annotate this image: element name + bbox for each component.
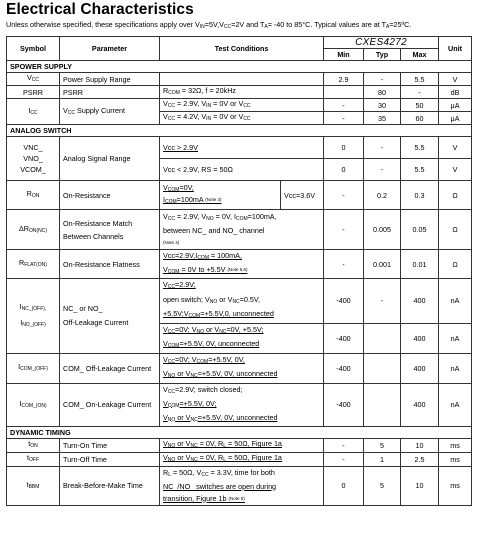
unit-cell: nA — [439, 383, 472, 426]
table-row — [7, 466, 472, 505]
table-row — [7, 181, 472, 210]
max-cell: 10 — [401, 466, 439, 505]
typ-cell — [364, 353, 401, 383]
test-cell: $V_{CC}=0V$; $V_{NO}$ or $V_{NC}=0V$, +5.5V; $V_{COM}=+5.5V$, 0V, unconnected — [160, 323, 324, 353]
min-cell — [324, 86, 364, 99]
max-cell: 2.5 — [401, 452, 439, 466]
max-cell: 400 — [401, 383, 439, 426]
max-cell: 0.3 — [401, 181, 439, 210]
typ-cell — [364, 323, 401, 353]
unit-cell: Ω — [439, 181, 472, 210]
min-cell: - — [324, 210, 364, 250]
min-cell: -400 — [324, 383, 364, 426]
typ-cell: 80 — [364, 86, 401, 99]
max-cell: 5.5 — [401, 137, 439, 159]
test-cell: $V_{NO}$ or $V_{NC} = 0V$, $R_L = 50\Omega$, Figure 1a — [160, 438, 324, 452]
section-power — [7, 61, 472, 73]
parameter-cell: On-Resistance Match Between Channels — [60, 210, 160, 250]
section-dynamic — [7, 426, 472, 438]
symbol-cell: PSRR — [7, 86, 60, 99]
symbol-cell: $R_{ON}$ — [7, 181, 60, 210]
header-min: Min — [324, 49, 364, 61]
typ-cell: - — [364, 73, 401, 86]
test-cell: $V_{CC}=2.9V$; open switch; $V_{NO}$ or $V_{NC}=0.5V$, $+5.5V;V_{COM}=+5.5V,0$, unconnected — [160, 279, 324, 324]
max-cell: 50 — [401, 99, 439, 112]
section-label: SPOWER SUPPLY — [7, 61, 472, 73]
parameter-cell: Analog Signal Range — [60, 137, 160, 181]
unit-cell: Ω — [439, 250, 472, 279]
subtitle-sub: IN — [199, 24, 205, 30]
table-row — [7, 383, 472, 426]
unit-cell: dB — [439, 86, 472, 99]
parameter-cell: NC_ or NO_ Off-Leakage Current — [60, 279, 160, 354]
typ-cell — [364, 383, 401, 426]
section-label: ANALOG SWITCH — [7, 125, 472, 137]
subtitle-text: =25ºC. — [389, 20, 412, 29]
max-cell: 0.05 — [401, 210, 439, 250]
min-cell: 2.9 — [324, 73, 364, 86]
header-unit: Unit — [439, 37, 472, 61]
test-cell: $V_{CC}=2.9V$; switch closed; $V_{COM}=+5.5V$, 0V; $V_{NO}$ or $V_{NC}=+5.5V$, 0V, unconnected — [160, 383, 324, 426]
test-cell: $V_{CC} = 4.2V$, $V_{IN} = 0V$ or $V_{CC}$ — [160, 112, 324, 125]
subtitle-text: Unless otherwise specified, these specifications apply over V — [6, 20, 200, 29]
symbol-cell: $t_{OFF}$ — [7, 452, 60, 466]
table-row — [7, 452, 472, 466]
parameter-cell: Turn-On Time — [60, 438, 160, 452]
unit-cell: Ω — [439, 210, 472, 250]
test-subcell: Vcc=3.6V — [280, 181, 323, 209]
section-analog — [7, 125, 472, 137]
typ-cell: 35 — [364, 112, 401, 125]
parameter-cell: COM_ On-Leakage Current — [60, 383, 160, 426]
symbol-cell: $I_{CC}$ — [7, 99, 60, 125]
unit-cell: V — [439, 137, 472, 159]
unit-cell: ms — [439, 452, 472, 466]
unit-cell: ms — [439, 466, 472, 505]
typ-cell: 0.005 — [364, 210, 401, 250]
table-row — [7, 438, 472, 452]
min-cell: 0 — [324, 466, 364, 505]
subtitle-text: = -40 to 85°C. Typical values are at T — [267, 20, 386, 29]
max-cell: - — [401, 86, 439, 99]
unit-cell: nA — [439, 323, 472, 353]
table-row — [7, 279, 472, 324]
subtitle — [6, 20, 411, 30]
unit-cell: μA — [439, 112, 472, 125]
typ-cell: 5 — [364, 466, 401, 505]
symbol-cell: $V_{CC}$ — [7, 73, 60, 86]
table-header-row — [7, 37, 472, 49]
table-row — [7, 353, 472, 383]
symbol-cell: $I_{COM\_(OFF)}$ — [7, 353, 60, 383]
test-cell: $Vcc=2.9V,I_{COM} = 100mA$, $V_{COM} = 0V$ to +5.5V (Note 5,6) — [160, 250, 324, 279]
table-row — [7, 73, 472, 86]
parameter-cell: Power Supply Range — [60, 73, 160, 86]
header-test-conditions: Test Conditions — [160, 37, 324, 61]
min-cell: - — [324, 181, 364, 210]
min-cell: -400 — [324, 323, 364, 353]
table-row — [7, 250, 472, 279]
symbol-cell: $t_{ON}$ — [7, 438, 60, 452]
parameter-cell: Break-Before-Make Time — [60, 466, 160, 505]
typ-cell: - — [364, 137, 401, 159]
header-max: Max — [401, 49, 439, 61]
subtitle-sub: A — [264, 24, 268, 30]
max-cell: 400 — [401, 323, 439, 353]
max-cell: 10 — [401, 438, 439, 452]
table-row — [7, 137, 472, 159]
page-title: Electrical Characteristics — [6, 1, 194, 18]
symbol-cell: $t_{BBM}$ — [7, 466, 60, 505]
unit-cell: V — [439, 73, 472, 86]
max-cell: 0.01 — [401, 250, 439, 279]
min-cell: - — [324, 112, 364, 125]
subtitle-text: =5V,V — [204, 20, 224, 29]
test-cell: $V_{NO}$ or $V_{NC} = 0V$, $R_L = 50\Omega$, Figure 1a — [160, 452, 324, 466]
min-cell: - — [324, 438, 364, 452]
typ-cell: 0.001 — [364, 250, 401, 279]
max-cell: 5.5 — [401, 159, 439, 181]
test-cell — [160, 73, 324, 86]
max-cell: 5.5 — [401, 73, 439, 86]
table-row — [7, 86, 472, 99]
symbol-cell: $I_{NC\_(OFF),}$ $I_{NO\_(OFF)}$ — [7, 279, 60, 354]
typ-cell: 1 — [364, 452, 401, 466]
test-cell: Vcc < 2.9V, RS = 50Ω — [160, 159, 324, 181]
min-cell: -400 — [324, 353, 364, 383]
symbol-cell: $R_{FLAT(ON)}$ — [7, 250, 60, 279]
header-parameter: Parameter — [60, 37, 160, 61]
symbol-cell: $\Delta R_{ON(NC)}$ — [7, 210, 60, 250]
parameter-cell: COM_ Off-Leakage Current — [60, 353, 160, 383]
unit-cell: μA — [439, 99, 472, 112]
parameter-cell: PSRR — [60, 86, 160, 99]
min-cell: - — [324, 250, 364, 279]
test-cell: $V_{CC} = 2.9V$, $V_{NO} = 0V$, $I_{COM}=100mA$, between NC_ and NO_ channel (Note 4) — [160, 210, 324, 250]
spec-table — [6, 36, 472, 506]
min-cell: 0 — [324, 137, 364, 159]
header-symbol: Symbol — [7, 37, 60, 61]
min-cell: - — [324, 452, 364, 466]
parameter-cell: $V_{CC}$ Supply Current — [60, 99, 160, 125]
unit-cell: nA — [439, 279, 472, 324]
test-cell: $V_{CC} = 2.9V$, $V_{IN} = 0V$ or $V_{CC}$ — [160, 99, 324, 112]
parameter-cell: Turn-Off Time — [60, 452, 160, 466]
unit-cell: nA — [439, 353, 472, 383]
subtitle-text: =2V and T — [231, 20, 265, 29]
test-cell: $V_{CC}=0V$; $V_{COM}=+5.5V$, 0V, $V_{NO}$ or $V_{NC}=+5.5V$, 0V, unconnected — [160, 353, 324, 383]
max-cell: 60 — [401, 112, 439, 125]
header-typ: Typ — [364, 49, 401, 61]
table-row — [7, 99, 472, 112]
max-cell: 400 — [401, 353, 439, 383]
min-cell: 0 — [324, 159, 364, 181]
test-cell: $R_{COM} = 32\Omega$, f = 20kHz — [160, 86, 324, 99]
unit-cell: V — [439, 159, 472, 181]
typ-cell: 5 — [364, 438, 401, 452]
test-cell: Vcc > 2.9V — [160, 137, 324, 159]
min-cell: - — [324, 99, 364, 112]
unit-cell: ms — [439, 438, 472, 452]
test-cell: $V_{COM}=0V$, $I_{COM}=100mA$ (Note 3) Vcc=3.6V — [160, 181, 324, 210]
table-row — [7, 210, 472, 250]
max-cell: 400 — [401, 279, 439, 324]
header-part-number: CXES4272 — [324, 37, 439, 49]
section-label: DYNAMIC TIMING — [7, 426, 472, 438]
parameter-cell: On-Resistance — [60, 181, 160, 210]
subtitle-sub: CC — [223, 24, 232, 30]
subtitle-sub: A — [386, 24, 390, 30]
typ-cell: - — [364, 159, 401, 181]
min-cell: -400 — [324, 279, 364, 324]
parameter-cell: On-Resistance Flatness — [60, 250, 160, 279]
symbol-cell: VNC_ VNO_ VCOM_ — [7, 137, 60, 181]
typ-cell: 30 — [364, 99, 401, 112]
test-cell: $R_L = 50\Omega$, $V_{CC} = 3.3V$, time for both NC_/NO_ switches are open during transition, Figure 1b (Note 5) — [160, 466, 324, 505]
typ-cell: 0.2 — [364, 181, 401, 210]
typ-cell: - — [364, 279, 401, 324]
symbol-cell: $I_{COM\_(ON)}$ — [7, 383, 60, 426]
